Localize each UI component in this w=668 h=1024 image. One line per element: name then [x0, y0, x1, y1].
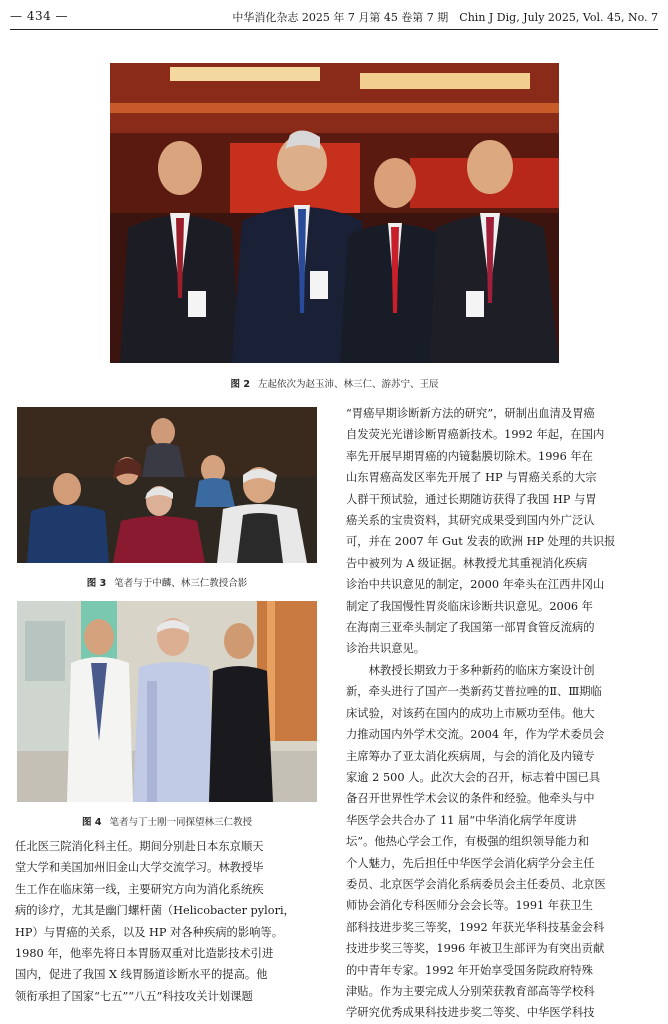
text-line: 癌关系的宝贵资料，其研究成果受到国内外广泛认 [346, 514, 595, 528]
text-line: 华医学会共合办了 11 届“中华消化病学年度讲 [346, 813, 577, 827]
text-line: 国内，促进了我国 X 线胃肠道诊断水平的提高。他 [15, 968, 268, 982]
figure-2-label: 图 2 [230, 379, 250, 390]
left-column-text [15, 836, 321, 1007]
journal-citation: 中华消化杂志 2025 年 7 月第 45 卷第 7 期 Chin J Dig, July 2025, Vol. 45, No. 7 [232, 11, 658, 24]
figure-4-label: 图 4 [82, 817, 102, 828]
header-rule [10, 29, 658, 30]
text-line: 诊治中共识意见的制定，2000 年牵头在江西井冈山 [346, 578, 605, 592]
text-line: 领衔承担了国家“七五”“八五”科技攻关计划课题 [15, 989, 253, 1003]
text-line: 病的诊疗，尤其是幽门螺杆菌（Helicobacter pylori， [15, 904, 295, 918]
text-line: 备召开世界性学术会议的条件和经验。他牵头与中 [346, 792, 595, 806]
text-line: 人群干预试验，通过长期随访获得了我国 HP 与胃 [346, 492, 597, 506]
figure-2-photo [110, 63, 559, 363]
figure-3-caption-text: 笔者与于中麟、林三仁教授合影 [114, 578, 248, 589]
text-line: 率先开展早期胃癌的内镜黏膜切除术。1996 年在 [346, 449, 593, 463]
figure-4-caption [17, 814, 317, 828]
text-line: 师协会消化专科医师分会会长等。1991 年获卫生 [346, 899, 593, 913]
text-line: 委员、北京医学会消化系病委员会主任委员、北京医 [346, 877, 606, 891]
figure-2-caption [110, 376, 559, 390]
text-line: 部科技进步奖三等奖，1992 年获光华科技基金会科 [346, 920, 605, 934]
text-line: 堂大学和美国加州旧金山大学交流学习。林教授毕 [15, 861, 264, 875]
text-line: 的中青年专家。1992 年开始享受国务院政府特殊 [346, 963, 593, 977]
text-line: 在海南三亚牵头制定了我国第一部胃食管反流病的 [346, 621, 595, 635]
figure-3-photo [17, 407, 317, 563]
text-line: 林教授长期致力于多种新药的临床方案设计创 [346, 663, 595, 677]
running-header [0, 0, 668, 32]
text-line: 诊治共识意见。 [346, 642, 426, 656]
text-line: 技进步奖三等奖，1996 年被卫生部评为有突出贡献 [346, 942, 605, 956]
text-line: 1980 年，他率先将日本胃肠双重对比造影技术引进 [15, 947, 274, 961]
text-line: 坛”。他热心学会工作，有极强的组织领导能力和 [346, 835, 590, 849]
text-line: 力推动国内外学术交流。2004 年，作为学术委员会 [346, 728, 605, 742]
text-line: 个人魅力，先后担任中华医学会消化病学分会主任 [346, 856, 595, 870]
figure-4-caption-text: 笔者与丁士刚一同探望林三仁教授 [109, 817, 252, 828]
figure-3-label: 图 3 [86, 578, 107, 589]
text-line: 新，牵头进行了国产一类新药艾普拉唑的Ⅱ、Ⅲ期临 [346, 685, 602, 699]
text-line: 可，并在 2007 年 Gut 发表的欧洲 HP 处理的共识报 [346, 535, 616, 549]
text-line: “胃癌早期诊断新方法的研究”，研制出血清及胃癌 [346, 407, 595, 420]
text-line: 自发荧光光谱诊断胃癌新技术。1992 年起，在国内 [346, 428, 605, 442]
text-line: 制定了我国慢性胃炎临床诊断共识意见。2006 年 [346, 599, 593, 613]
text-line: 学研究优秀成果科技进步奖二等奖、中华医学科技 [346, 1006, 595, 1020]
right-column-text [346, 403, 656, 1024]
page-number: — 434 — [10, 9, 69, 23]
text-line: 生工作在临床第一线，主要研究方向为消化系统疾 [15, 882, 264, 896]
text-line: 家逾 2 500 人。此次大会的召开，标志着中国已具 [346, 770, 601, 784]
text-line: HP）与胃癌的关系，以及 HP 对各种疾病的影响等。 [15, 925, 284, 939]
text-line: 床试验，对该药在国内的成功上市厥功至伟。他大 [346, 706, 595, 720]
text-line: 津贴。作为主要完成人分别荣获教育部高等学校科 [346, 984, 595, 998]
text-line: 主席筹办了亚太消化疾病周，与会的消化及内镜专 [346, 749, 595, 763]
text-line: 告中被列为 A 级证据。林教授尤其重视消化疾病 [346, 556, 588, 570]
figure-3-caption [17, 575, 317, 589]
figure-2-caption-text: 左起依次为赵玉沛、林三仁、游苏宁、王辰 [257, 379, 439, 390]
text-line: 山东胃癌高发区率先开展了 HP 与胃癌关系的大宗 [346, 471, 597, 485]
figure-4-photo [17, 601, 317, 802]
text-line: 任北医三院消化科主任。期间分别赴日本东京顺天 [15, 840, 264, 853]
